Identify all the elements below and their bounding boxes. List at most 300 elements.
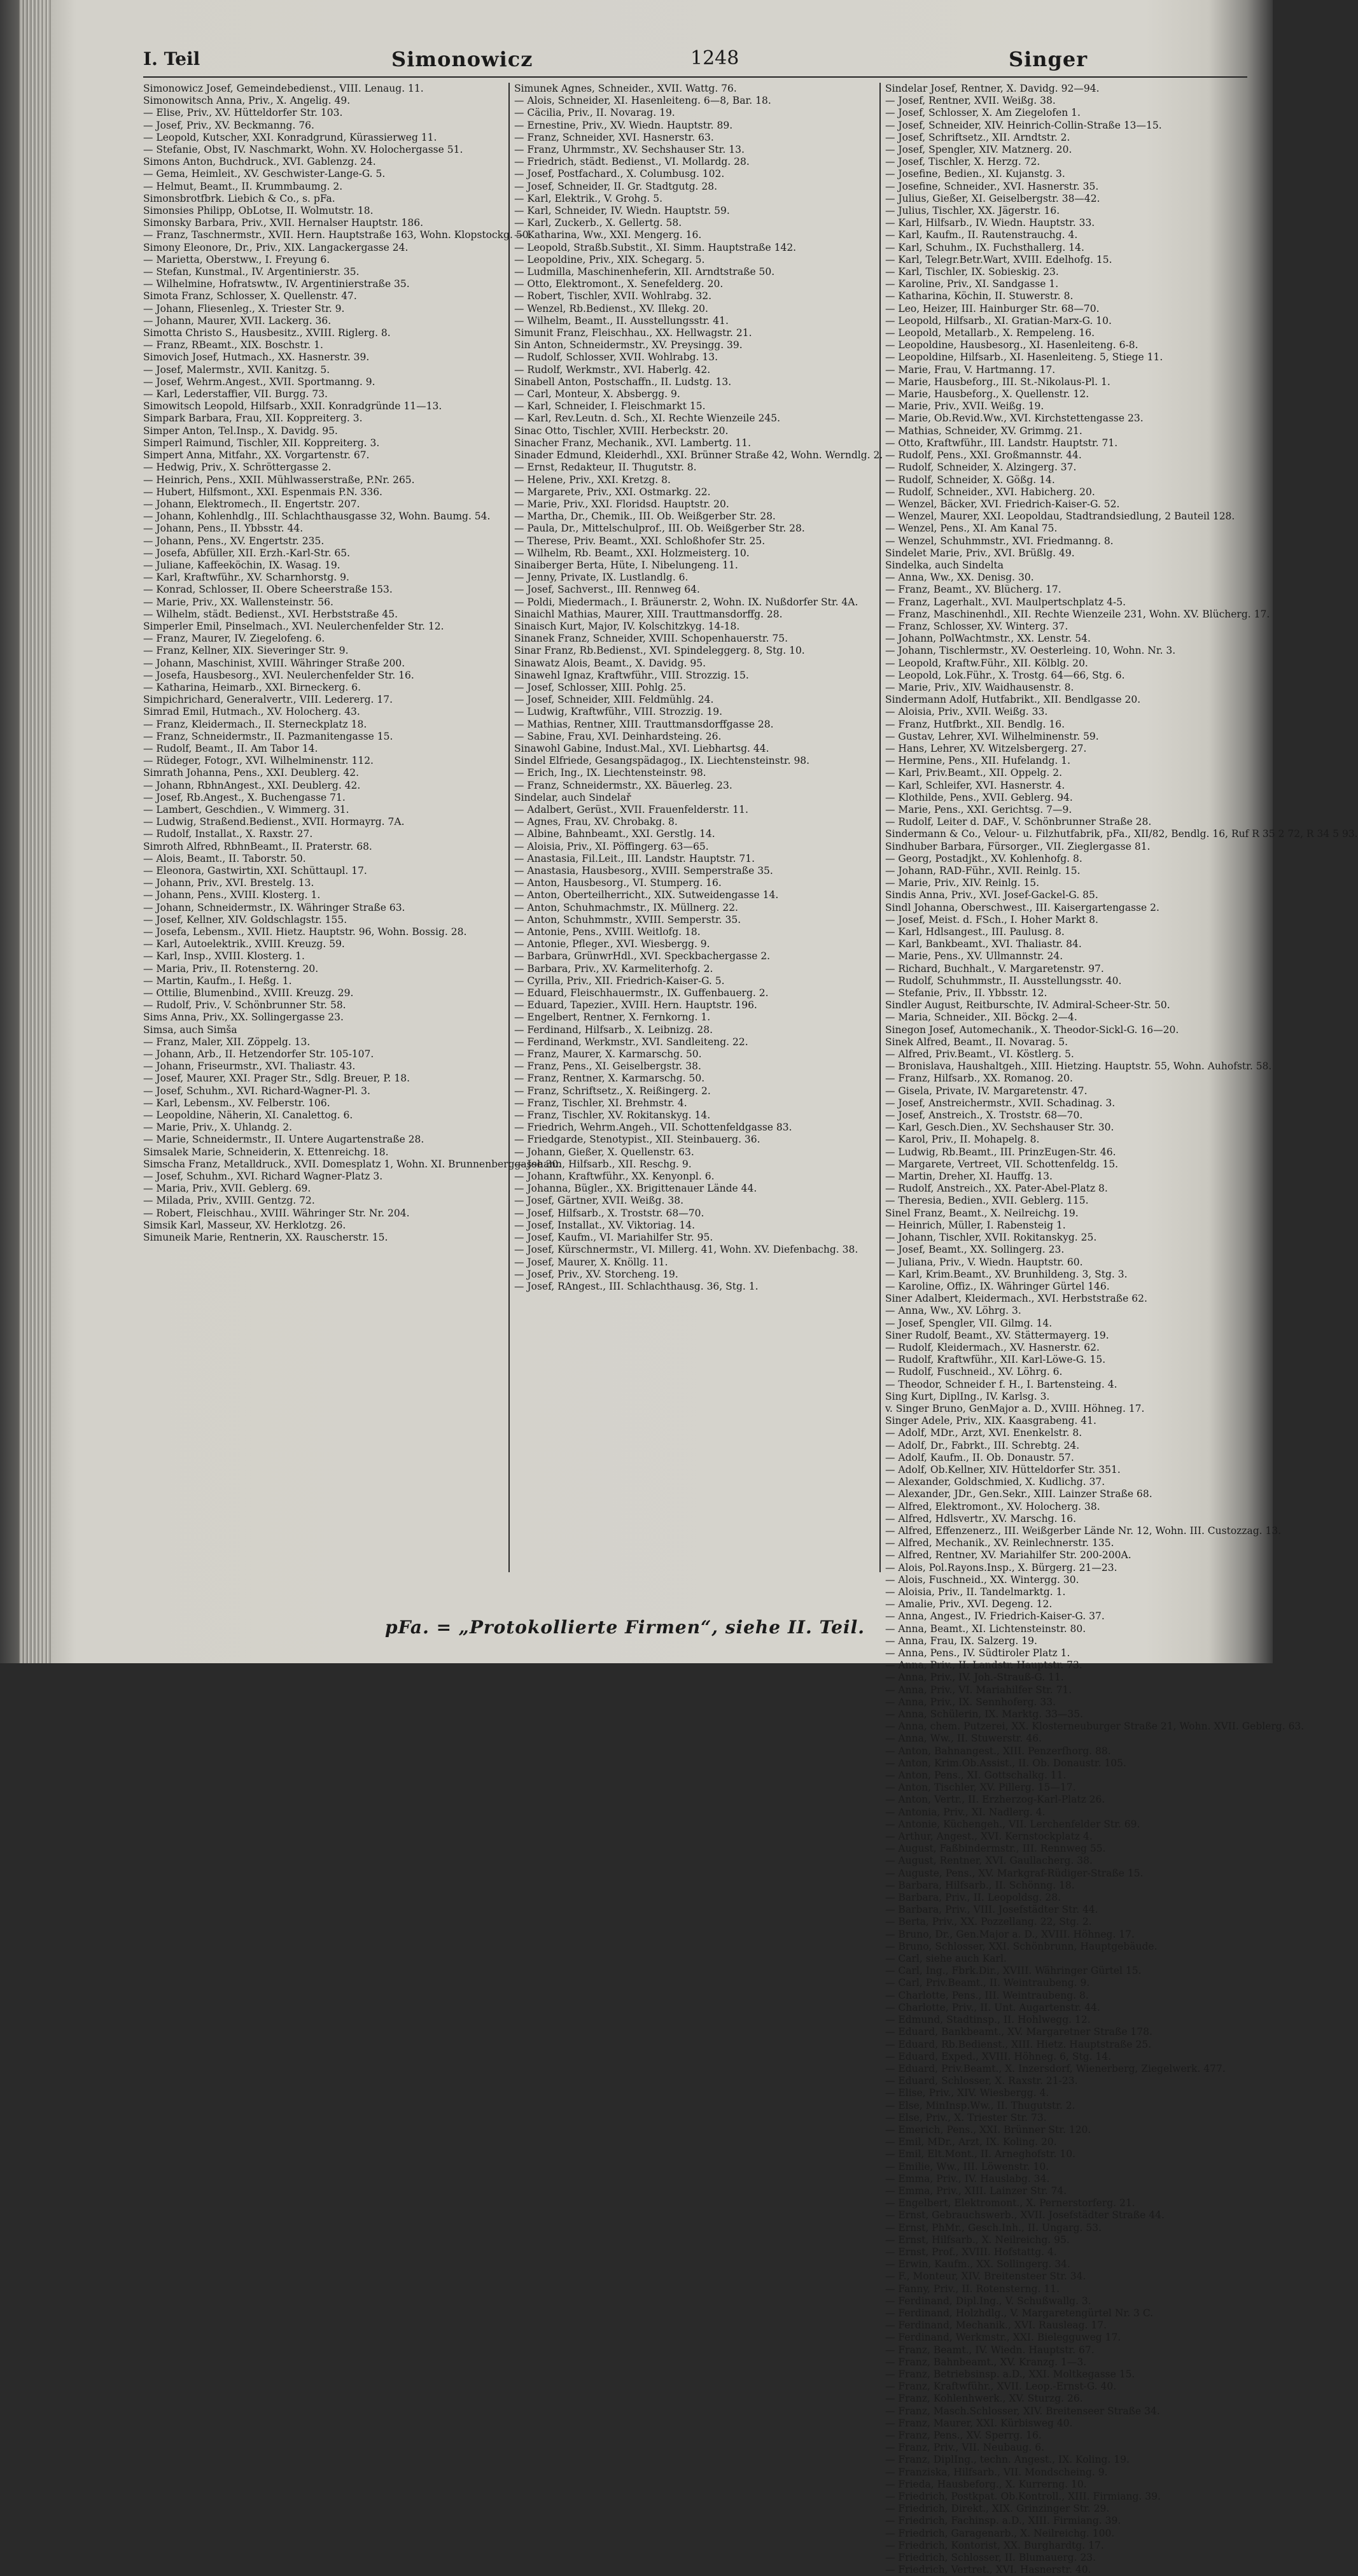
directory-entry: — Karl, Kraftwführ., XV. Scharnhorstg. 9.: [143, 572, 349, 584]
directory-entry: — Richard, Buchhalt., V. Margaretenstr. 97.: [885, 962, 1104, 975]
directory-entry: — Karoline, Offiz., IX. Währinger Gürtel 146.: [885, 1280, 1110, 1292]
directory-entry: — Bronislava, Haushaltgeh., XIII. Hietzing. Hauptstr. 55, Wohn. Auhofstr. 58.: [885, 1060, 1272, 1073]
directory-entry: — Eduard, Schlosser, X. Raxstr. 21-23.: [885, 2075, 1078, 2087]
directory-entry: — Friedrich, Kontorist, XX. Burghardtg. 17.: [885, 2539, 1104, 2551]
directory-entry: — Barbara, GrünwrHdl., XVI. Speckbachergasse 2.: [514, 950, 771, 962]
directory-entry: — Josefa, Lebensm., XVII. Hietz. Hauptstr. 96, Wohn. Bossig. 28.: [143, 926, 467, 938]
directory-entry: — Rudolf, Kraftwführ., XII. Karl-Löwe-G. 15.: [885, 1354, 1106, 1366]
directory-entry: — Georg, Postadjkt., XV. Kohlenhofg. 8.: [885, 852, 1082, 864]
directory-entry: — Rudolf, Anstreich., XX. Pater-Abel-Platz 8.: [885, 1183, 1108, 1195]
directory-entry: — Alois, Fuschneid., XX. Wintergg. 30.: [885, 1573, 1079, 1586]
directory-entry: — Wenzel, Pens., XI. Am Kanal 75.: [885, 523, 1058, 535]
directory-entry: — Franz, Kleidermach., II. Sterneckplatz 18.: [143, 718, 367, 730]
directory-entry: — Sabine, Frau, XVI. Deinhardsteing. 26.: [514, 730, 722, 742]
directory-entry: Simunek Agnes, Schneider., XVII. Wattg. 76.: [514, 83, 737, 94]
directory-entry: — Elise, Priv., XV. Hütteldorfer Str. 103.: [143, 107, 343, 119]
directory-entry: — Aloisia, Priv., XI. Pöffingerg. 63—65.: [514, 840, 709, 852]
directory-entry: — Karl, Tischler, IX. Sobieskig. 23.: [885, 266, 1059, 278]
directory-entry: — Karl, Schneider, I. Fleischmarkt 15.: [514, 400, 706, 412]
directory-entry: — Johann, Kraftwführ., XX. Kenyonpl. 6.: [514, 1171, 715, 1183]
directory-entry: — Marie, Hausbeforg., III. St.-Nikolaus-Pl. 1.: [885, 376, 1110, 388]
directory-entry: Sindermann Adolf, Hutfabrikt., XII. Bendlgasse 20.: [885, 694, 1141, 706]
directory-entry: — Franz, Beamt., XV. Blücherg. 17.: [885, 584, 1061, 596]
directory-entry: — Leopold, Lok.Führ., X. Trostg. 64—66, Stg. 6.: [885, 669, 1125, 681]
directory-entry: — Engelbert, Rentner, X. Fernkorng. 1.: [514, 1011, 711, 1024]
header-left-keyword: Simonowicz: [391, 47, 533, 71]
directory-entry: — Karl, Zuckerb., X. Gellertg. 58.: [514, 217, 682, 229]
directory-entry: — Anton, Tischler, XV. Pillerg. 15—17.: [885, 1782, 1076, 1794]
directory-entry: — Johann, Fliesenleg., X. Triester Str. 9.: [143, 302, 345, 314]
directory-entry: — Karl, Krim.Beamt., XV. Brunhildeng. 3, Stg. 3.: [885, 1268, 1128, 1280]
directory-entry: — Wenzel, Schuhmmstr., XVI. Friedmanng. 8.: [885, 535, 1114, 547]
directory-entry: — Ferdinand, Dipl.Ing., V. Schußwallg. 3.: [885, 2295, 1091, 2307]
page-header: [143, 45, 1247, 78]
directory-entry: — Leopoldine, Näherin, XI. Canalettog. 6.: [143, 1109, 353, 1122]
directory-entry: — Johann, Elektromech., II. Engertstr. 207.: [143, 498, 360, 510]
directory-entry: — Josef, Schriftsetz., XII. Arndtstr. 2.: [885, 131, 1070, 143]
directory-entry: — Martin, Kaufm., I. Heßg. 1.: [143, 975, 292, 987]
directory-entry: — Johann, Pens., XV. Engertstr. 235.: [143, 535, 325, 547]
directory-entry: — Theresia, Bedien., XVII. Geblerg. 115.: [885, 1195, 1089, 1207]
directory-entry: — Otto, Elektromont., X. Senefelderg. 20.: [514, 278, 724, 290]
directory-entry: — Emilie, Ww., III. Löwenstr. 10.: [885, 2160, 1049, 2172]
directory-entry: — Josef, Schuhm., XVI. Richard-Wagner-Pl. 3.: [143, 1085, 370, 1097]
directory-entry: — Marie, Priv., XVII. Weißg. 19.: [885, 400, 1044, 412]
directory-entry: — Albine, Bahnbeamt., XXI. Gerstlg. 14.: [514, 828, 715, 840]
directory-entry: — Alfred, Hdlsvertr., XV. Marschg. 16.: [885, 1512, 1077, 1524]
directory-entry: — Else, MinInsp.Ww., II. Thugutstr. 2.: [885, 2099, 1075, 2111]
directory-entry: — Josef, RAngest., III. Schlachthausg. 36, Stg. 1.: [514, 1280, 759, 1292]
directory-entry: — Friedrich, städt. Bedienst., VI. Mollardg. 28.: [514, 156, 750, 168]
directory-entry: — Marie, Priv., XX. Wallensteinstr. 56.: [143, 596, 333, 608]
directory-entry: — Josef, Meist. d. FSch., I. Hoher Markt 8.: [885, 913, 1098, 926]
directory-entry: — Julius, Tischler, XX. Jägerstr. 16.: [885, 205, 1060, 217]
directory-entry: Simunit Franz, Fleischhau., XX. Hellwagstr. 21.: [514, 327, 752, 339]
directory-entry: — Franz, DiplIng., techn. Angest., IX. Koling. 19.: [885, 2454, 1130, 2466]
column-2: [514, 83, 883, 1579]
directory-entry: — Ferdinand, Mechanik., XVI. Rausleag. 17.: [885, 2319, 1107, 2332]
directory-entry: — Alfred, Mechanik., XV. Reinlechnerstr. 135.: [885, 1537, 1114, 1549]
directory-entry: — Alfred, Effenzenerz., III. Weißgerber Lände Nr. 12, Wohn. III. Custozzag. 13.: [885, 1524, 1282, 1537]
directory-entry: — Marie, Priv., XXI. Floridsd. Hauptstr. 20.: [514, 498, 729, 510]
directory-entry: — Friedrich, Schlosser, II. Blumauerg. 23.: [885, 2552, 1096, 2564]
directory-entry: Sindl Johanna, Oberschwest., III. Kaisergartengasse 2.: [885, 901, 1159, 913]
directory-entry: — Charlotte, Pens., III. Weintraubeng. 8.: [885, 1989, 1089, 2001]
directory-entry: — Karl, Gesch.Dien., XV. Sechshauser Str. 30.: [885, 1122, 1114, 1134]
directory-entry: — Franz, Masch.Schlosser, XIV. Breitenseer Straße 34.: [885, 2405, 1160, 2417]
directory-entry: — Ernestine, Priv., XV. Wiedn. Hauptstr. 89.: [514, 119, 733, 131]
directory-entry: — Aloisia, Priv., XVII. Weißg. 33.: [885, 706, 1048, 718]
directory-entry: Sindelar, auch Sindelař: [514, 791, 631, 803]
directory-entry: — Friedrich, Postkpat. Ob.Kontroll., XIII. Firmiang. 39.: [885, 2491, 1161, 2503]
directory-entry: — Eduard, Rb.Bedienst., XIII. Hietz. Hauptstraße 25.: [885, 2038, 1152, 2050]
directory-entry: — Robert, Tischler, XVII. Wohlrabg. 32.: [514, 290, 712, 302]
directory-entry: — Franz, Hutfbrkt., XII. Bendlg. 16.: [885, 718, 1065, 730]
directory-entry: — Johann, Tischlermstr., XV. Oesterleing. 10, Wohn. Nr. 3.: [885, 645, 1176, 657]
directory-entry: — Stefan, Kunstmal., IV. Argentinierstr. 35.: [143, 266, 360, 278]
directory-entry: — Anna, Priv., IV. Joh.-Strauß-G. 11.: [885, 1672, 1064, 1684]
directory-entry: Sin Anton, Schneidermstr., XV. Preysingg. 39.: [514, 339, 743, 351]
directory-entry: — Franz, Maurer, X. Karmarschg. 50.: [514, 1048, 702, 1060]
directory-entry: — Hans, Lehrer, XV. Witzelsbergerg. 27.: [885, 742, 1087, 754]
directory-entry: — Franz, Rentner, X. Karmarschg. 50.: [514, 1073, 705, 1085]
directory-entry: — August, Faßbindermstr., III. Rennweg 55.: [885, 1843, 1106, 1855]
book-page-edges: [19, 0, 51, 1663]
directory-entry: — Eduard, Priv.Beamt., X. Inzersdorf, Wienerberg, Ziegelwerk. 477.: [885, 2062, 1226, 2074]
directory-entry: Siner Adalbert, Kleidermach., XVI. Herbststraße 62.: [885, 1293, 1147, 1305]
directory-entry: — Friedrich, Vertret., XVI. Hasnerstr. 40.: [885, 2564, 1091, 2576]
directory-entry: — Josefine, Bedien., XI. Kujanstg. 3.: [885, 168, 1065, 180]
directory-entry: — Gustav, Lehrer, XVI. Wilhelminenstr. 59.: [885, 730, 1099, 742]
directory-entry: — Anton, Vertr., II. Erzherzog-Karl-Platz 26.: [885, 1794, 1105, 1806]
directory-entry: — Alexander, JDr., Gen.Sekr., XIII. Lainzer Straße 68.: [885, 1488, 1152, 1500]
directory-entry: — Barbara, Priv., VIII. Josefstädter Str. 44.: [885, 1904, 1098, 1916]
directory-entry: v. Singer Bruno, GenMajor a. D., XVIII. Höhneg. 17.: [885, 1402, 1145, 1414]
directory-entry: — Ferdinand, Hilfsarb., X. Leibnizg. 28.: [514, 1024, 713, 1036]
directory-entry: — Barbara, Hilfsarb., II. Schönng. 18.: [885, 1879, 1075, 1891]
directory-entry: — Margarete, Priv., XXI. Ostmarkg. 22.: [514, 486, 711, 498]
directory-entry: — Leopoldine, Hilfsarb., XI. Hasenleiteng. 5, Stiege 11.: [885, 351, 1163, 363]
directory-entry: — Josef, Hilfsarb., X. Troststr. 68—70.: [514, 1207, 704, 1219]
directory-entry: — Karl, Kaufm., II. Rautenstrauchg. 4.: [885, 229, 1078, 241]
directory-entry: — Amalie, Priv., XVI. Degeng. 12.: [885, 1598, 1053, 1610]
directory-entry: — Marie, Priv., XIV. Waidhausenstr. 8.: [885, 681, 1074, 693]
directory-entry: — Franz, Uhrmmstr., XV. Sechshauser Str. 13.: [514, 144, 745, 156]
directory-entry: — Auguste, Pens., XV. Markgraf-Rüdiger-Straße 15.: [885, 1867, 1144, 1879]
directory-entry: — Franz, Tischler, XV. Rokitanskyg. 14.: [514, 1109, 711, 1122]
directory-entry: — Josef, Wehrm.Angest., XVII. Sportmanng. 9.: [143, 376, 375, 388]
directory-entry: — Alois, Pol.Rayons.Insp., X. Bürgerg. 21—23.: [885, 1561, 1117, 1573]
directory-entry: — Johann, Schneidermstr., IX. Währinger Straße 63.: [143, 901, 405, 913]
directory-entry: Sinel Franz, Beamt., X. Neilreichg. 19.: [885, 1207, 1079, 1219]
directory-entry: — Franz, Beamt., IV. Wiedn. Hauptstr. 67.: [885, 2344, 1095, 2356]
directory-entry: — Johann, Maurer, XVII. Lackerg. 36.: [143, 314, 332, 327]
directory-entry: — Alfred, Elektromont., XV. Holocherg. 38.: [885, 1500, 1100, 1512]
directory-entry: — Maria, Priv., II. Rotensterng. 20.: [143, 962, 319, 975]
directory-entry: — Leopold, Kraftw.Führ., XII. Kölblg. 20.: [885, 657, 1088, 669]
directory-entry: Simonsbrotfbrk. Liebich & Co., s. pFa.: [143, 192, 335, 204]
directory-entry: — Josef, Installat., XV. Viktoriag. 14.: [514, 1219, 696, 1231]
directory-entry: — Franz, Bahnbeamt., XV. Kranzg. 1—3.: [885, 2356, 1087, 2368]
directory-entry: — August, Rentner, XVI. Gaullacherg. 38.: [885, 1855, 1093, 1867]
directory-entry: — Anna, Ww., XX. Denisg. 30.: [885, 572, 1034, 584]
directory-entry: — Franz, Schneidermstr., XX. Bäuerleg. 23.: [514, 779, 732, 791]
directory-entry: Sinaisch Kurt, Major, IV. Kolschitzkyg. 14-18.: [514, 620, 740, 632]
directory-entry: — Franz, Maschinenhdl., XII. Rechte Wienzeile 231, Wohn. XV. Blücherg. 17.: [885, 608, 1270, 620]
directory-entry: Simsik Karl, Masseur, XV. Herklotzg. 26.: [143, 1219, 346, 1231]
directory-entry: Sinaichl Mathias, Maurer, XIII. Trauttmansdorffg. 28.: [514, 608, 783, 620]
directory-entry: — Josefa, Abfüller, XII. Erzh.-Karl-Str. 65.: [143, 547, 351, 559]
directory-entry: — Anna, Priv., II. Landstr. Hauptstr. 73.: [885, 1659, 1082, 1672]
directory-entry: — Franz, Tischler, XI. Brehmstr. 4.: [514, 1097, 687, 1109]
directory-entry: — Josef, Tischler, X. Herzg. 72.: [885, 156, 1040, 168]
directory-entry: Simscha Franz, Metalldruck., XVII. Domesplatz 1, Wohn. XI. Brunnenberggasse 30.: [143, 1158, 562, 1170]
directory-entry: — Stefanie, Priv., II. Ybbsstr. 12.: [885, 987, 1047, 999]
directory-page: [143, 45, 1358, 2576]
directory-entry: — Karoline, Priv., XI. Sandgasse 1.: [885, 278, 1059, 290]
directory-entry: — Eleonora, Gastwirtin, XXI. Schüttaupl. 17.: [143, 865, 367, 876]
directory-entry: — Josef, Kürschnermstr., VI. Millerg. 41, Wohn. XV. Diefenbachg. 38.: [514, 1244, 858, 1256]
directory-entry: — Rudolf, Kleidermach., XV. Hasnerstr. 62.: [885, 1341, 1100, 1353]
directory-entry: Simota Franz, Schlosser, X. Quellenstr. 47.: [143, 290, 357, 302]
directory-entry: — Ludwig, Kraftwführ., VIII. Strozzig. 19.: [514, 706, 722, 718]
directory-entry: — Friedrich, Direkt., XIX. Grinzinger Str. 29.: [885, 2503, 1110, 2515]
directory-entry: — Franz, Priv., VII. Neubaug. 6.: [885, 2442, 1045, 2454]
directory-entry: — Aloisia, Priv., II. Tandelmarktg. 1.: [885, 1586, 1066, 1598]
directory-entry: — Ernst, Gebrauchswerb., XVII. Josefstädter Straße 44.: [885, 2209, 1165, 2221]
directory-entry: — Josef, Spengler, VII. Gilmg. 14.: [885, 1317, 1053, 1329]
directory-entry: — Josef, Priv., XV. Storcheng. 19.: [514, 1268, 678, 1280]
directory-entry: — Gema, Heimleit., XV. Geschwister-Lange-G. 5.: [143, 168, 386, 180]
directory-entry: — Alexander, Goldschmied, X. Kudlichg. 37.: [885, 1476, 1105, 1488]
directory-entry: — Katharina, Heimarb., XXI. Birneckerg. 6.: [143, 681, 361, 693]
directory-entry: — Josefa, Hausbesorg., XVI. Neulerchenfelder Str. 16.: [143, 669, 414, 681]
directory-entry: — Anna, Beamt., XI. Lichtensteinstr. 80.: [885, 1622, 1086, 1635]
directory-entry: — Wilhelm, städt. Bedienst., XVI. Herbststraße 45.: [143, 608, 398, 620]
directory-entry: — Klothilde, Pens., XVII. Geblerg. 94.: [885, 791, 1073, 803]
directory-entry: — Josef, Schlosser, XIII. Pohlg. 25.: [514, 681, 687, 693]
directory-entry: — F., Monteur, XIV. Breitensteer Str. 34.: [885, 2270, 1086, 2283]
directory-entry: — Konrad, Schlosser, II. Obere Scheerstraße 153.: [143, 584, 393, 596]
directory-entry: — Anton, Schuhmachmstr., IX. Müllnerg. 22.: [514, 901, 738, 913]
directory-entry: — Johann, Kohlenhdlg., III. Schlachthausgasse 32, Wohn. Baumg. 54.: [143, 510, 491, 523]
directory-entry: — Adolf, Dr., Fabrkt., III. Schrebtg. 24.: [885, 1439, 1080, 1451]
directory-entry: Simsalek Marie, Schneiderin, X. Ettenreichg. 18.: [143, 1146, 389, 1158]
directory-entry: — Margarete, Vertreet, VII. Schottenfeldg. 15.: [885, 1158, 1119, 1170]
directory-entry: — Josef, Maurer, X. Knöllg. 11.: [514, 1256, 668, 1268]
directory-entry: — Anna, Priv., VI. Mariahilfer Str. 71.: [885, 1684, 1072, 1696]
directory-entry: Simonsky Barbara, Priv., XVII. Hernalser Hauptstr. 186.: [143, 217, 424, 229]
directory-entry: — Johann, RbhnAngest., XXI. Deublerg. 42.: [143, 779, 361, 791]
directory-entry: — Anna, Ww., II. Stuwerstr. 46.: [885, 1733, 1042, 1745]
directory-entry: — Franz, Maurer, XXI. Kürbisweg 40.: [885, 2417, 1073, 2429]
directory-entry: — Berta, Priv., XX. Pozzellang. 22, Stg. 2.: [885, 1916, 1092, 1928]
directory-entry: — Alfred, Priv.Beamt., VI. Köstlerg. 5.: [885, 1048, 1074, 1060]
directory-entry: — Franz, Hilfsarb., XX. Romanog. 20.: [885, 1073, 1073, 1085]
directory-entry: — Josef, Spengler, XIV. Matznerg. 20.: [885, 144, 1072, 156]
directory-entry: Sinac Otto, Tischler, XVIII. Herbeckstr. 20.: [514, 425, 729, 437]
directory-entry: Sindel Elfriede, Gesangspädagog., IX. Liechtensteinstr. 98.: [514, 755, 810, 767]
directory-entry: — Josef, Schuhm., XVI. Richard Wagner-Platz 3.: [143, 1171, 383, 1183]
directory-entry: — Fanny, Priv., II. Rotensterng. 11.: [885, 2283, 1060, 2295]
directory-entry: — Franz, Pens., XV. Sperrg. 16.: [885, 2430, 1042, 2441]
directory-entry: Simony Eleonore, Dr., Priv., XIX. Langackergasse 24.: [143, 241, 409, 253]
directory-entry: — Franz, Schneidermstr., II. Pazmanitengasse 15.: [143, 730, 393, 742]
directory-entry: — Rudolf, Beamt., II. Am Tabor 14.: [143, 742, 318, 754]
directory-entry: — Josef, Schneider, II. Gr. Stadtgutg. 28.: [514, 180, 718, 192]
directory-entry: — Rudolf, Schneider, X. Gößg. 14.: [885, 474, 1055, 486]
directory-entry: — Friedrich, Garagenarb., X. Neilreichg. 100.: [885, 2527, 1115, 2539]
directory-entry: — Katharina, Ww., XXI. Mengerg. 16.: [514, 229, 702, 241]
directory-entry: — Josef, Schneider, XIV. Heinrich-Collin-Straße 13—15.: [885, 119, 1162, 131]
directory-entry: — Alois, Schneider, XI. Hasenleiteng. 6—8, Bar. 18.: [514, 95, 771, 107]
directory-entry: Simroth Alfred, RbhnBeamt., II. Praterstr. 68.: [143, 840, 372, 852]
directory-entry: — Josefine, Schneider., XVI. Hasnerstr. 35.: [885, 180, 1099, 192]
directory-entry: — Franziska, Hilfsarb., VII. Mondscheing. 9.: [885, 2466, 1108, 2478]
directory-entry: — Edmund, Stadtinsp., II. Hohlwegg. 12.: [885, 2014, 1091, 2026]
directory-entry: — Marie, Frau, V. Hartmanng. 17.: [885, 363, 1056, 376]
directory-entry: — Leopold, Hilfsarb., XI. Gratian-Marx-G. 10.: [885, 314, 1112, 327]
directory-entry: — Engelbert, Elektromont., X. Pernerstorferg. 21.: [885, 2197, 1135, 2209]
directory-entry: — Emerich, Pens., XXI. Brünner Str. 120.: [885, 2123, 1091, 2136]
directory-entry: — Josef, Rb.Angest., X. Buchengasse 71.: [143, 791, 346, 803]
directory-entry: — Johann, Friseurmstr., XVI. Thaliastr. 43.: [143, 1060, 356, 1073]
directory-entry: — Erich, Ing., IX. Liechtensteinstr. 98.: [514, 767, 706, 779]
directory-entry: — Anna, Angest., IV. Friedrich-Kaiser-G. 37.: [885, 1610, 1105, 1622]
directory-entry: — Helene, Priv., XXI. Kretzg. 8.: [514, 474, 671, 486]
directory-entry: Sinawatz Alois, Beamt., X. Davidg. 95.: [514, 657, 706, 669]
directory-entry: Sindelet Marie, Priv., XVI. Brüßlg. 49.: [885, 547, 1075, 559]
directory-entry: — Karl, Schleifer, XVI. Hasnerstr. 4.: [885, 779, 1065, 791]
directory-entry: Simonowitsch Anna, Priv., X. Angelig. 49.: [143, 95, 351, 107]
directory-entry: Sinanek Franz, Schneider, XVIII. Schopenhauerstr. 75.: [514, 633, 788, 645]
directory-entry: — Cäcilia, Priv., II. Novarag. 19.: [514, 107, 675, 119]
directory-entry: — Adolf, Kaufm., II. Ob. Donaustr. 57.: [885, 1451, 1074, 1463]
directory-entry: — Johann, Pens., XVIII. Klosterg. 1.: [143, 889, 321, 901]
directory-entry: — Else, Priv., X. Triester Str. 73.: [885, 2111, 1047, 2123]
directory-entry: — Theodor, Schneider f. H., I. Bartensteing. 4.: [885, 1378, 1117, 1390]
directory-entry: — Emil, Elt.Mont., II. Arneghofstr. 10.: [885, 2148, 1076, 2160]
directory-entry: — Anna, Pens., IV. Südtiroler Platz 1.: [885, 1647, 1070, 1659]
directory-entry: — Josef, Kaufm., VI. Mariahilfer Str. 95.: [514, 1232, 713, 1244]
directory-entry: — Carl, Ing., Fbrk.Dir., XVIII. Währinger Gürtel 15.: [885, 1965, 1142, 1977]
directory-entry: — Karl, Insp., XVIII. Klosterg. 1.: [143, 950, 305, 962]
directory-entry: Simperl Raimund, Tischler, XII. Koppreiterg. 3.: [143, 437, 380, 449]
directory-entry: — Rudolf, Werkmstr., XVI. Haberlg. 42.: [514, 363, 711, 376]
directory-entry: — Elise, Priv., XIV. Wiesbergg. 4.: [885, 2087, 1049, 2099]
directory-entry: — Antonia, Priv., XI. Nadlerg. 4.: [885, 1806, 1046, 1818]
directory-entry: — Ottilie, Blumenbind., XVIII. Kreuzg. 29.: [143, 987, 354, 999]
directory-entry: — Franz, Betriebsinsp. a.D., XXI. Moltkegasse 15.: [885, 2368, 1135, 2380]
directory-entry: — Wenzel, Rb.Bedienst., XV. Illekg. 20.: [514, 302, 708, 314]
directory-entry: — Carl, Monteur, X. Absbergg. 9.: [514, 388, 680, 400]
directory-entry: — Ernst, Prof., XVIII. Hofstattg. 4.: [885, 2246, 1057, 2258]
directory-entry: — Marie, Schneidermstr., II. Untere Augartenstraße 28.: [143, 1134, 424, 1146]
directory-entry: Simovich Josef, Hutmach., XX. Hasnerstr. 39.: [143, 351, 370, 363]
directory-entry: Sindhuber Barbara, Fürsorger., VII. Zieglergasse 81.: [885, 840, 1151, 852]
header-right-keyword: Singer: [1009, 47, 1088, 71]
directory-entry: — Franz, Schneider, XVI. Hasnerstr. 63.: [514, 131, 714, 143]
directory-entry: — Adolf, Ob.Kellner, XIV. Hütteldorfer Str. 351.: [885, 1463, 1121, 1475]
directory-entry: Simrath Johanna, Pens., XXI. Deublerg. 42.: [143, 767, 360, 779]
directory-entry: — Antonie, Pfleger., XVI. Wiesbergg. 9.: [514, 938, 710, 950]
directory-entry: — Emil, MDr., Arzt, IX. Koling. 20.: [885, 2136, 1057, 2148]
directory-entry: — Paula, Dr., Mittelschulprof., III. Ob. Weißgerber Str. 28.: [514, 523, 805, 535]
directory-entry: — Antonie, Küchengeh., VII. Lerchenfelder Str. 69.: [885, 1818, 1140, 1830]
directory-entry: Simpark Barbara, Frau, XII. Koppreiterg. 3.: [143, 412, 363, 425]
directory-entry: — Mathias, Schneider, XV. Grimmg. 21.: [885, 425, 1082, 437]
directory-entry: — Ferdinand, Werkmstr., XXI. Bielegguweg 17.: [885, 2332, 1121, 2344]
directory-entry: Simpichrichard, Generalvertr., VIII. Ledererg. 17.: [143, 694, 393, 706]
directory-entry: — Franz, Schriftsetz., X. Reißingerg. 2.: [514, 1085, 711, 1097]
directory-entry: — Johanna, Bügler., XX. Brigittenauer Lände 44.: [514, 1183, 757, 1195]
directory-entry: Sinabell Anton, Postschaffn., II. Ludstg. 13.: [514, 376, 732, 388]
directory-entry: — Franz, Maler, XII. Zöppelg. 13.: [143, 1036, 311, 1048]
directory-entry: — Eduard, Bankbeamt., XV. Margaretner Straße 178.: [885, 2026, 1152, 2038]
directory-entry: — Eduard, Exped., XVIII. Höhneg. 6, Stg. 14.: [885, 2050, 1112, 2062]
directory-entry: — Rudolf, Schuhmmstr., II. Ausstellungsstr. 40.: [885, 975, 1122, 987]
directory-entry: Sindelka, auch Sindelta: [885, 559, 1004, 571]
directory-entry: — Johann, Pens., II. Ybbsstr. 44.: [143, 523, 304, 535]
directory-entry: — Franz, Lagerhalt., XVI. Maulpertschplatz 4-5.: [885, 596, 1126, 608]
directory-entry: — Franz, RBeamt., XIX. Boschstr. 1.: [143, 339, 323, 351]
directory-entry: — Alfred, Rentner, XV. Mariahilfer Str. 200-200A.: [885, 1549, 1131, 1561]
directory-entry: — Friedrich, Wehrm.Angeh., VII. Schottenfeldgasse 83.: [514, 1122, 792, 1134]
directory-entry: — Ferdinand, Holzhdlg., V. Margaretengürtel Nr. 3 C.: [885, 2307, 1154, 2319]
directory-entry: — Marie, Pens., XV. Ullmannstr. 24.: [885, 950, 1063, 962]
header-part: I. Teil: [143, 48, 200, 69]
directory-entry: — Bruno, Dr., Gen.Major a. D., XVIII. Höhneg. 17.: [885, 1928, 1135, 1940]
directory-entry: — Johann, Maschinist, XVIII. Währinger Straße 200.: [143, 657, 405, 669]
directory-entry: — Wilhelmine, Hofratswtw., IV. Argentinierstraße 35.: [143, 278, 410, 290]
directory-entry: — Leopold, Straßb.Substit., XI. Simm. Hauptstraße 142.: [514, 241, 797, 253]
directory-entry: Sinegon Josef, Automechanik., X. Theodor-Sickl-G. 16—20.: [885, 1024, 1179, 1036]
directory-entry: — Karl, Bankbeamt., XVI. Thaliastr. 84.: [885, 938, 1082, 950]
directory-entry: — Wenzel, Bäcker, XVI. Friedrich-Kaiser-G. 52.: [885, 498, 1120, 510]
directory-entry: — Poldi, Miedermach., I. Bräunerstr. 2, Wohn. IX. Nußdorfer Str. 4A.: [514, 596, 858, 608]
directory-entry: — Anastasia, Fil.Leit., III. Landstr. Hauptstr. 71.: [514, 852, 755, 864]
directory-entry: — Juliana, Priv., V. Wiedn. Hauptstr. 60.: [885, 1256, 1083, 1268]
directory-entry: Simonsies Philipp, ObLotse, II. Wolmutstr. 18.: [143, 205, 374, 217]
directory-entry: — Ludwig, Rb.Beamt., III. PrinzEugen-Str. 46.: [885, 1146, 1116, 1158]
footer-note: pFa. = „Protokollierte Firmen“, siehe II. Teil.: [385, 1617, 865, 1638]
directory-entry: — Josef, Schneider, XIII. Feldmühlg. 24.: [514, 694, 714, 706]
directory-entry: — Lambert, Geschdien., V. Wimmerg. 31.: [143, 803, 349, 815]
directory-entry: — Barbara, Priv., XV. Karmeliterhofg. 2.: [514, 962, 713, 975]
directory-entry: — Anton, Hausbesorg., VI. Stumperg. 16.: [514, 877, 722, 889]
directory-entry: — Rudolf, Pens., XXI. Großmannstr. 44.: [885, 449, 1082, 461]
directory-entry: — Ernst, Redakteur, II. Thugutstr. 8.: [514, 461, 697, 474]
directory-entry: Simsa, auch Simša: [143, 1024, 237, 1036]
directory-entry: — Cyrilla, Priv., XII. Friedrich-Kaiser-G. 5.: [514, 975, 725, 987]
directory-entry: — Leopold, Kutscher, XXI. Konradgrund, Kürassierweg 11.: [143, 131, 437, 143]
directory-entry: — Josef, Malermstr., XVII. Kanitzg. 5.: [143, 363, 330, 376]
directory-entry: — Anton, Bahnangest., XIII. Penzerfhorg. 88.: [885, 1745, 1111, 1757]
directory-entry: — Karl, Schuhm., IX. Fuchsthallerg. 14.: [885, 241, 1084, 253]
directory-entry: — Juliane, Kaffeeköchin, IX. Wasag. 19.: [143, 559, 340, 571]
directory-entry: — Karl, Hdlsangest., III. Paulusg. 8.: [885, 926, 1065, 938]
directory-entry: — Wilhelm, Rb. Beamt., XXI. Holzmeisterg. 10.: [514, 547, 750, 559]
directory-entry: — Otto, Kraftwführ., III. Landstr. Hauptstr. 71.: [885, 437, 1118, 449]
directory-entry: — Karl, Schneider, IV. Wiedn. Hauptstr. 59.: [514, 205, 730, 217]
directory-entry: — Emma, Priv., IV. Hauslabg. 34.: [885, 2172, 1050, 2185]
directory-entry: — Carl, siehe auch Karl.: [885, 1953, 1007, 1965]
directory-entry: — Marie, Ob.Revid.Ww., XVI. Kirchstettengasse 23.: [885, 412, 1144, 425]
directory-entry: — Robert, Fleischhau., XVIII. Währinger Str. Nr. 204.: [143, 1207, 410, 1219]
directory-entry: — Leopold, Metallarb., X. Rempeleng. 16.: [885, 327, 1095, 339]
directory-entry: — Barbara, Priv., II. Leopoldsg. 28.: [885, 1892, 1061, 1904]
directory-entry: — Josef, Maurer, XXI. Prager Str., Sdlg. Breuer, P. 18.: [143, 1073, 410, 1085]
directory-entry: — Josef, Anstreichermstr., XVII. Schadinag. 3.: [885, 1097, 1116, 1109]
directory-entry: — Karl, Lebensm., XV. Felberstr. 106.: [143, 1097, 330, 1109]
directory-entry: — Rudolf, Schlosser, XVII. Wohlrabg. 13.: [514, 351, 718, 363]
directory-entry: — Adalbert, Gerüst., XVII. Frauenfelderstr. 11.: [514, 803, 748, 815]
directory-entry: — Ernst, Hilfsarb., X. Neilreichg. 95.: [885, 2234, 1070, 2246]
directory-entry: Simpert Anna, Mitfahr., XX. Vorgartenstr. 67.: [143, 449, 370, 461]
directory-entry: — Marietta, Oberstww., I. Freyung 6.: [143, 253, 330, 265]
directory-entry: — Heinrich, Pens., XXII. Mühlwasserstraße, P.Nr. 265.: [143, 474, 415, 486]
directory-entry: — Josef, Postfachard., X. Columbusg. 102.: [514, 168, 725, 180]
directory-entry: — Johann, PolWachtmstr., XX. Lenstr. 54.: [885, 633, 1091, 645]
directory-entry: — Josef, Gärtner, XVII. Weißg. 38.: [514, 1195, 684, 1207]
directory-entry: — Anastasia, Hausbesorg., XVIII. Semperstraße 35.: [514, 865, 773, 876]
directory-entry: — Karl, Autoelektrik., XVIII. Kreuzg. 59.: [143, 938, 345, 950]
directory-entry: — Maria, Schneider., XII. Böckg. 2—4.: [885, 1011, 1077, 1024]
directory-entry: — Antonie, Pens., XVIII. Weitlofg. 18.: [514, 926, 701, 938]
directory-entry: Simons Anton, Buchdruck., XVI. Gablenzg. 24.: [143, 156, 376, 168]
directory-entry: — Wilhelm, Beamt., II. Ausstellungsstr. 41.: [514, 314, 729, 327]
directory-entry: — Josef, Anstreich., X. Troststr. 68—70.: [885, 1109, 1083, 1122]
